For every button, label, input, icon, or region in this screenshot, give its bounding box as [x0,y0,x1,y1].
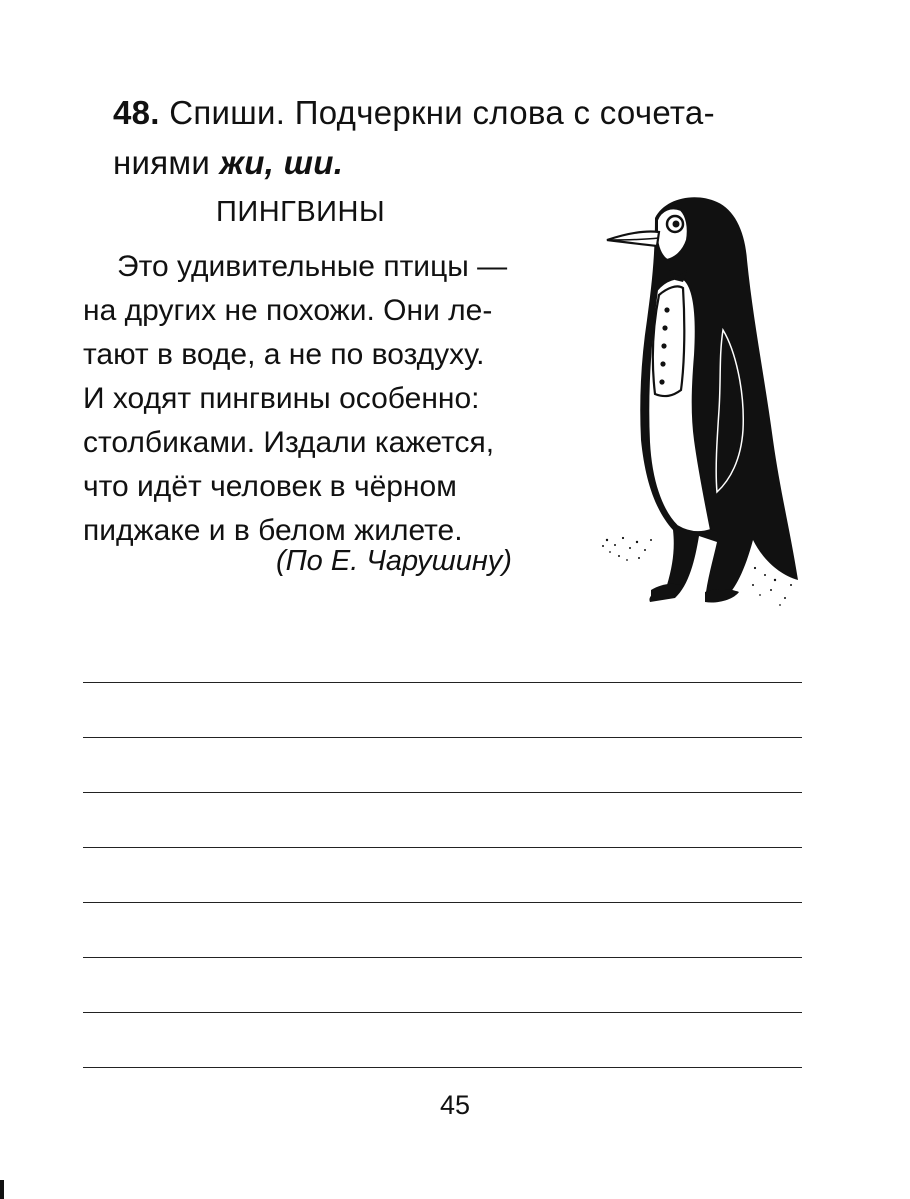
story-text [83,245,573,553]
writing-line[interactable] [83,1067,802,1068]
writing-line[interactable] [83,682,802,683]
writing-line[interactable] [83,792,802,793]
scan-edge-mark [0,1180,4,1199]
task-text-line1: Спиши. Подчеркни слова с сочета- [159,94,715,131]
task-number: 48. [113,94,160,131]
page-number: 45 [439,1090,471,1120]
story-line: на других не похожи. Они ле- [83,294,493,327]
penguin-illustration [595,180,800,610]
story-line: столбиками. Издали кажется, [83,426,495,459]
story-line: И ходят пингвины особенно: [83,382,480,415]
story-line: Это удивительные птицы — [117,250,508,283]
writing-line[interactable] [83,902,802,903]
story-line: пиджаке и в белом жилете. [83,514,463,547]
task-combinations: жи, ши [219,144,334,181]
story-line: тают в воде, а не по воздуху. [83,338,485,371]
writing-line[interactable] [83,737,802,738]
task-text-line2: ниями [113,144,220,181]
task-instruction [113,88,813,188]
task-period: . [333,144,344,181]
story-line: что идёт человек в чёрном [83,470,457,503]
writing-line[interactable] [83,957,802,958]
writing-line[interactable] [83,847,802,848]
writing-line[interactable] [83,1012,802,1013]
story-title: ПИНГВИНЫ [216,196,386,228]
story-author: (По Е. Чарушину) [276,545,512,577]
